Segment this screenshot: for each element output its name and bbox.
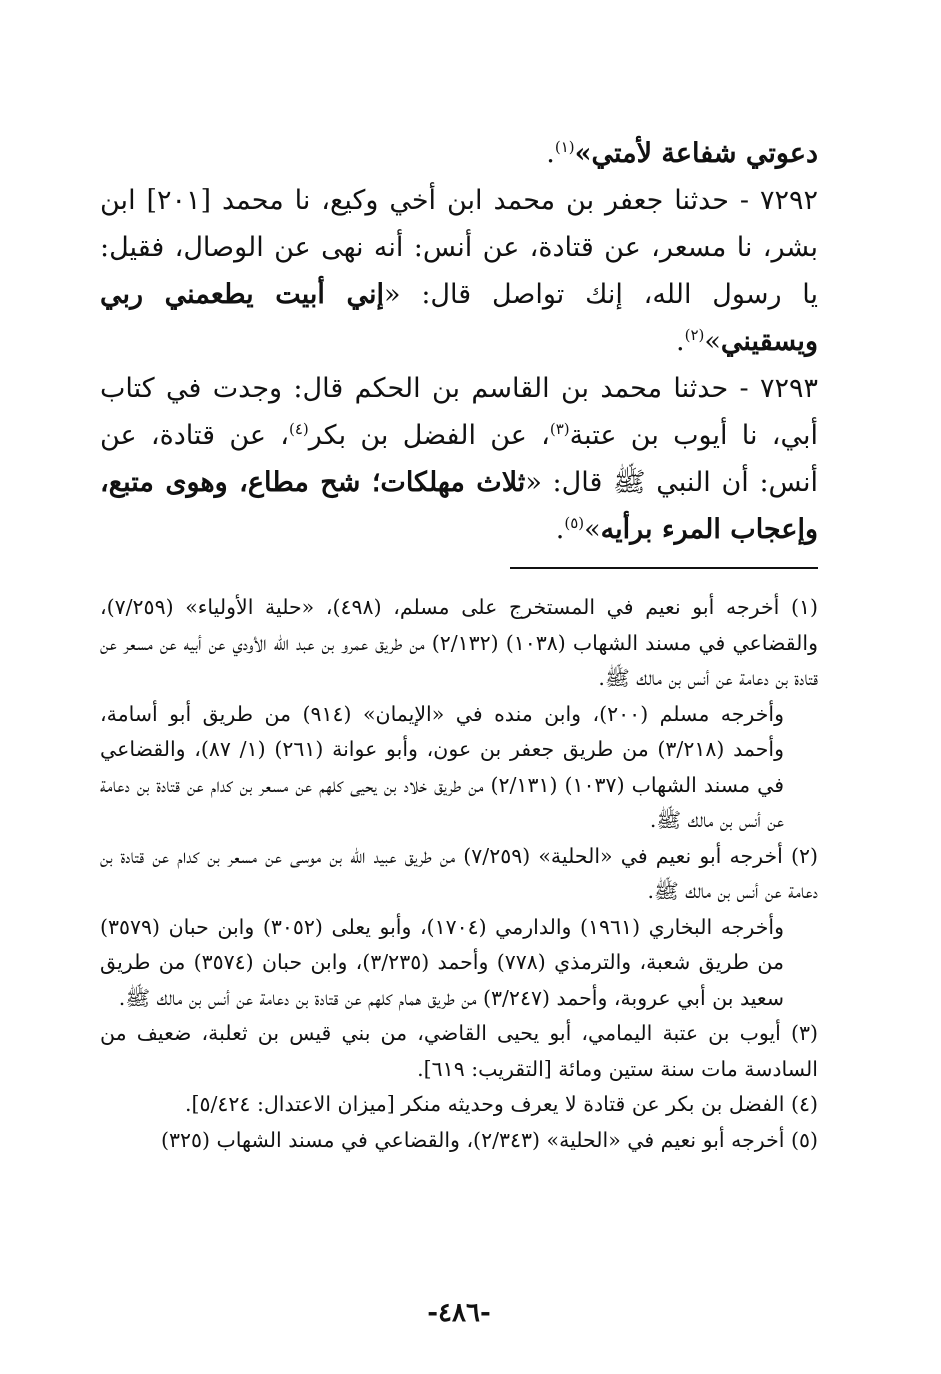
quote-close: » (704, 326, 721, 357)
page-number: -٤٨٦- (427, 1298, 491, 1328)
hadith-text: إني أبيت يطعمني ربي ويسقيني (100, 279, 818, 357)
footnote-4: (٤) الفضل بن بكر عن قتادة لا يعرف وحديثه منكر [ميزان الاعتدال: ٥/٤٢٤]. (184, 1092, 818, 1116)
footnote-1-continued: وأخرجه مسلم (٢٠٠)، وابن منده في «الإيمان» (٩١٤) من طريق أبو أسامة، وأحمد (٣/٢١٨) من طريق جعفر بن عون، وأبو عوانة (٢٦١) (١/ ٨٧)، والقضاعي في مسند الشهاب (١٠٣٧) (٢/١٣١) من طريق خلاد بن يحيى كلهم عن مسعر بن كدام عن قتادة بن دعامة عن أنس بن مالك ﷺ. (100, 701, 785, 832)
quote-close: » (584, 514, 601, 545)
hadith-7293 (100, 365, 818, 553)
footnotes (100, 590, 818, 1158)
isnad-text: ٧٢٩٣ - حدثنا محمد بن القاسم بن الحكم قال: وجدت في كتاب أبي، نا أيوب بن عتبة (100, 373, 818, 451)
period: . (555, 514, 565, 545)
book-page (100, 130, 818, 1350)
footnote-divider (510, 567, 818, 569)
footnote-ref: (٥) (564, 514, 585, 532)
hadith-7292 (100, 177, 818, 365)
period: . (675, 326, 685, 357)
footnote-1: (١) أخرجه أبو نعيم في المستخرج على مسلم، (٤٩٨)، «حلية الأولياء» (٧/٢٥٩)، والقضاعي في مسند الشهاب (١٠٣٨) (٢/١٣٢) من طريق عمرو بن عبد الله الأودي عن أبيه عن مسعر عن قتادة بن دعامة عن أنس بن مالك ﷺ. (100, 595, 818, 690)
footnote-ref: (٢) (684, 326, 705, 344)
hadith-text: ثلاث مهلكات؛ شح مطاع، وهوى متبع، وإعجاب المرء برأيه (100, 467, 818, 545)
isnad-text: ٧٢٩٢ - حدثنا جعفر بن محمد ابن أخي وكيع، نا محمد [٢٠١] ابن بشر، نا مسعر، عن قتادة، عن أنس: أنه نهى عن الوصال، فقيل: يا رسول الله، إنك تواصل قال: « (100, 185, 819, 310)
isnad-text: ، عن الفضل بن بكر (308, 420, 550, 451)
paragraph-1 (100, 130, 818, 177)
isnad-text: ، عن قتادة، عن أنس: أن النبي ﷺ قال: « (100, 420, 818, 498)
main-text (100, 130, 818, 553)
footnote-2-continued: وأخرجه البخاري (١٩٦١) والدارمي (١٧٠٤)، وأبو يعلى (٣٠٥٢) وابن حبان (٣٥٧٩) من طريق شعبة، والترمذي (٧٧٨) وأحمد (٣/٢٣٥)، وابن حبان (٣٥٧٤) من طريق سعيد بن أبي عروبة، وأحمد (٣/٢٤٧) من طريق همام كلهم عن قتادة بن دعامة عن أنس بن مالك ﷺ. (100, 914, 784, 1010)
footnote-2: (٢) أخرجه أبو نعيم في «الحلية» (٧/٢٥٩) من طريق عبيد الله بن موسى عن مسعر بن كدام عن قتادة بن دعامة عن أنس بن مالك ﷺ. (100, 843, 818, 903)
period: . (546, 138, 555, 169)
footnote-ref: (٤) (289, 420, 309, 438)
footnote-5: (٥) أخرجه أبو نعيم في «الحلية» (٢/٣٤٣)، والقضاعي في مسند الشهاب (٣٢٥) (160, 1127, 818, 1152)
hadith-text: دعوتي شفاعة لأمتي» (574, 138, 818, 169)
footnote-ref: (١) (554, 138, 575, 156)
footnote-3: (٣) أيوب بن عتبة اليمامي، أبو يحيى القاضي، من بني قيس بن ثعلبة، ضعيف من السادسة مات سنة ستين ومائة [التقريب: ٦١٩]. (100, 1021, 818, 1081)
footnote-ref: (٣) (549, 420, 570, 438)
